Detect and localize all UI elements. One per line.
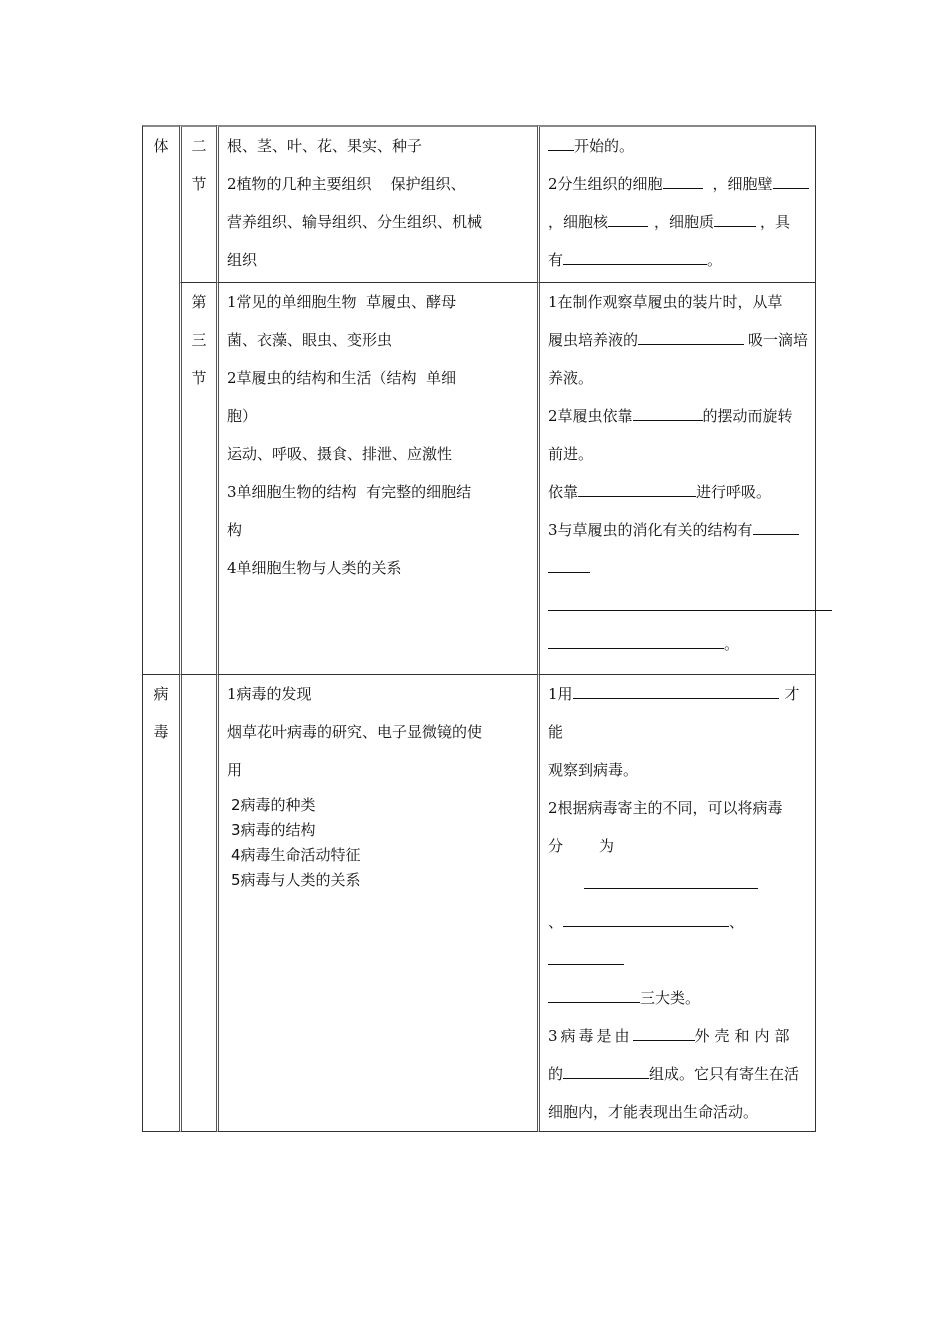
content-cell xyxy=(216,674,537,1132)
fill-blank[interactable] xyxy=(548,588,832,611)
exercise-text: 履虫培养液的 xyxy=(548,331,639,349)
fill-blank[interactable] xyxy=(548,128,574,151)
exercise-line xyxy=(548,241,811,279)
exercise-line xyxy=(548,203,811,241)
content-cell xyxy=(216,282,537,674)
section-cell xyxy=(179,125,216,282)
chapter-cell xyxy=(142,125,179,282)
content-line: 2植物的几种主要组织 保护组织、 xyxy=(227,175,466,193)
exercise-line xyxy=(548,1055,811,1093)
section-cell xyxy=(179,674,216,1132)
content-line: 4单细胞生物与人类的关系 xyxy=(227,559,402,577)
fill-blank[interactable] xyxy=(633,1018,695,1041)
section-cell xyxy=(179,282,216,674)
exercise-text: ，细胞壁 xyxy=(712,175,773,193)
exercise-line xyxy=(548,473,811,511)
fill-blank[interactable] xyxy=(753,512,799,535)
exercise-line xyxy=(548,979,811,1017)
exercise-line: 观察到病毒。 xyxy=(548,761,639,779)
chapter-cell xyxy=(142,282,179,674)
exercise-text: 为 xyxy=(599,837,615,855)
fill-blank[interactable] xyxy=(548,550,590,573)
section-label: 第三节 xyxy=(191,293,207,387)
content-line: 组织 xyxy=(227,251,258,269)
exercise-line xyxy=(548,127,811,165)
exercise-cell xyxy=(537,125,816,282)
exercise-text: 开始的。 xyxy=(574,137,635,155)
content-line: 营养组织、输导组织、分生组织、机械 xyxy=(227,213,483,231)
chapter-cell xyxy=(142,674,179,1132)
exercise-line xyxy=(548,675,811,751)
fill-blank[interactable] xyxy=(548,942,624,965)
exercise-text: 吸一滴培 xyxy=(748,331,809,349)
exercise-text: 、 xyxy=(548,913,564,931)
fill-blank[interactable] xyxy=(638,322,744,345)
exercise-line xyxy=(548,549,811,587)
exercise-text: 进行呼吸。 xyxy=(696,483,772,501)
content-cell xyxy=(216,125,537,282)
exercise-line: 养液。 xyxy=(548,369,594,387)
content-line: 1病毒的发现 xyxy=(227,685,312,703)
exercise-text: 的摆动而旋转 xyxy=(702,407,793,425)
content-line: 构 xyxy=(227,521,243,539)
exercise-line: 细胞内，才能表现出生命活动。 xyxy=(548,1103,759,1121)
exercise-line xyxy=(548,321,811,359)
exercise-text: 外壳和内部 xyxy=(694,1027,795,1045)
exercise-line xyxy=(548,587,811,625)
content-line: 3病毒的结构 xyxy=(231,821,316,839)
exercise-text: 依靠 xyxy=(548,483,579,501)
section-label: 二节 xyxy=(191,137,207,193)
fill-blank[interactable] xyxy=(563,904,729,927)
chapter-label: 体 xyxy=(153,137,169,155)
content-line: 2病毒的种类 xyxy=(231,796,316,814)
exercise-line xyxy=(548,827,811,903)
content-line: 3单细胞生物的结构 有完整的细胞结 xyxy=(227,483,472,501)
exercise-text: 才能 xyxy=(548,685,800,741)
fill-blank[interactable] xyxy=(548,626,724,649)
content-line: 2草履虫的结构和生活（结构 单细 xyxy=(227,369,457,387)
fill-blank[interactable] xyxy=(563,1056,649,1079)
fill-blank[interactable] xyxy=(608,204,648,227)
content-line: 1常见的单细胞生物 草履虫、酵母 xyxy=(227,293,457,311)
outline-table xyxy=(142,125,816,1132)
exercise-text: 1用 xyxy=(548,685,573,703)
table-row xyxy=(142,674,816,1132)
exercise-line xyxy=(548,903,811,979)
table-row xyxy=(142,125,816,282)
exercise-line xyxy=(548,397,811,435)
exercise-line: 前进。 xyxy=(548,445,594,463)
exercise-text: ，细胞核 xyxy=(548,213,609,231)
exercise-line xyxy=(548,165,811,203)
exercise-text: 。 xyxy=(707,251,723,269)
fill-blank[interactable] xyxy=(548,980,640,1003)
exercise-line xyxy=(548,511,811,549)
fill-blank[interactable] xyxy=(578,474,696,497)
chapter-label: 病毒 xyxy=(153,685,169,741)
fill-blank[interactable] xyxy=(633,398,703,421)
exercise-line xyxy=(548,625,811,663)
content-line: 运动、呼吸、摄食、排泄、应激性 xyxy=(227,445,453,463)
content-line: 用 xyxy=(227,761,243,779)
exercise-text: 。 xyxy=(724,635,740,653)
exercise-text: 组成。它只有寄生在活 xyxy=(649,1065,800,1083)
fill-blank[interactable] xyxy=(714,204,756,227)
exercise-text: 有 xyxy=(548,251,564,269)
exercise-text: 3与草履虫的消化有关的结构有 xyxy=(548,521,753,539)
content-line: 5病毒与人类的关系 xyxy=(231,871,361,889)
exercise-line: 1在制作观察草履虫的装片时，从草 xyxy=(548,293,783,311)
content-line: 根、茎、叶、花、果实、种子 xyxy=(227,137,423,155)
exercise-text: ，细胞质 xyxy=(654,213,715,231)
exercise-text: 2草履虫依靠 xyxy=(548,407,633,425)
exercise-line xyxy=(548,1017,811,1055)
exercise-text: 3病毒是由 xyxy=(548,1027,633,1045)
exercise-text: 、 xyxy=(729,913,745,931)
exercise-cell xyxy=(537,282,816,674)
table-row xyxy=(142,282,816,674)
fill-blank[interactable] xyxy=(663,166,703,189)
exercise-text: 的 xyxy=(548,1065,564,1083)
content-line: 菌、衣藻、眼虫、变形虫 xyxy=(227,331,393,349)
exercise-text: ，具 xyxy=(760,213,791,231)
content-line: 烟草花叶病毒的研究、电子显微镜的使 xyxy=(227,723,483,741)
content-line: 胞） xyxy=(227,407,258,425)
fill-blank[interactable] xyxy=(563,242,707,265)
exercise-text: 2分生组织的细胞 xyxy=(548,175,663,193)
pasted-text-image xyxy=(231,793,531,893)
content-line: 4病毒生命活动特征 xyxy=(231,846,361,864)
exercise-text: 三大类。 xyxy=(640,989,701,1007)
fill-blank[interactable] xyxy=(773,166,809,189)
fill-blank[interactable] xyxy=(573,676,779,699)
exercise-line: 2根据病毒寄主的不同，可以将病毒 xyxy=(548,799,783,817)
fill-blank[interactable] xyxy=(584,866,758,889)
exercise-text: 分 xyxy=(548,837,564,855)
exercise-cell xyxy=(537,674,816,1132)
